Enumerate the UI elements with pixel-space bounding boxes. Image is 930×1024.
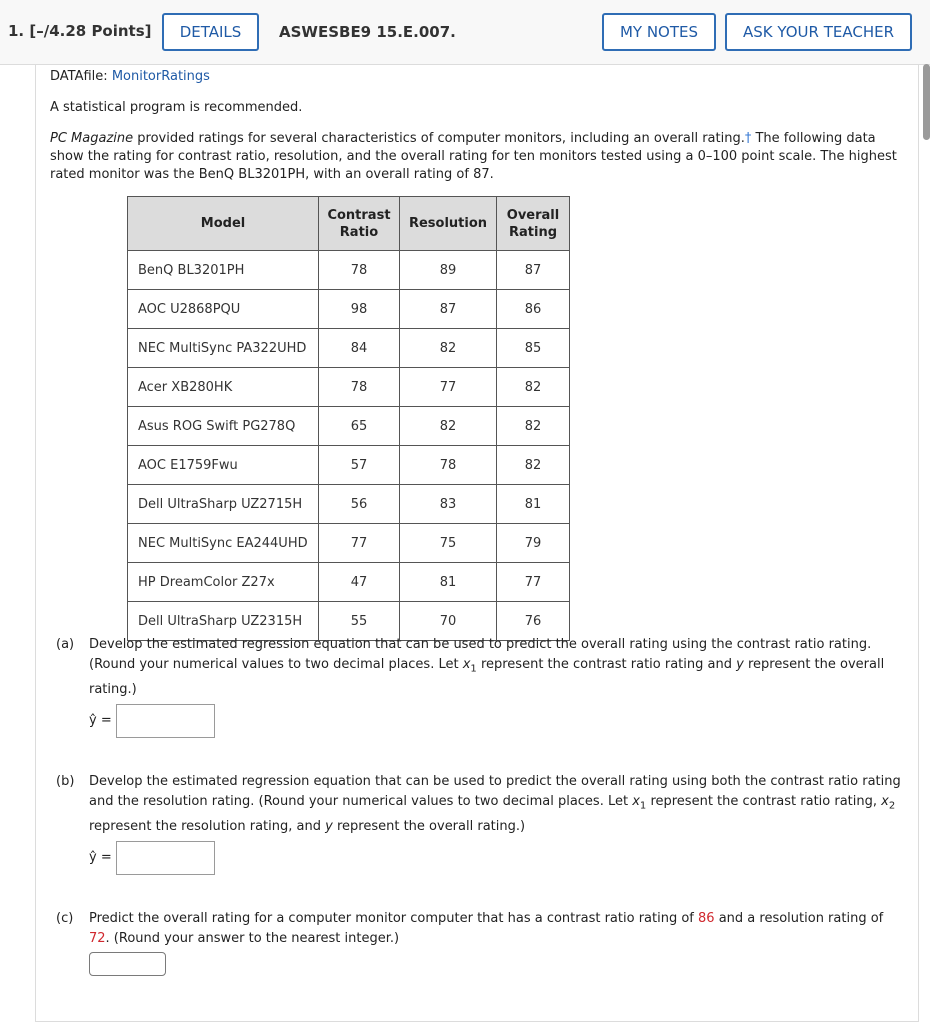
cell-contrast: 56 xyxy=(319,485,400,524)
cell-resolution: 82 xyxy=(400,329,497,368)
part-a-yhat: ŷ = xyxy=(89,713,112,728)
cell-overall: 87 xyxy=(497,251,570,290)
cell-contrast: 98 xyxy=(319,290,400,329)
part-b-label: (b) xyxy=(56,774,75,789)
cell-resolution: 75 xyxy=(400,524,497,563)
cell-model: NEC MultiSync PA322UHD xyxy=(128,329,319,368)
table-row xyxy=(128,329,570,368)
table-row xyxy=(128,446,570,485)
part-b-answer-input[interactable] xyxy=(116,841,215,875)
part-c-text xyxy=(89,909,919,949)
table-row xyxy=(128,290,570,329)
cell-model: NEC MultiSync EA244UHD xyxy=(128,524,319,563)
cell-overall: 82 xyxy=(497,407,570,446)
header-overall: Overall Rating xyxy=(497,197,570,251)
datafile-link[interactable]: MonitorRatings xyxy=(111,69,210,84)
cell-model: Asus ROG Swift PG278Q xyxy=(128,407,319,446)
cell-contrast: 78 xyxy=(319,251,400,290)
cell-resolution: 70 xyxy=(400,602,497,641)
part-a-line2c: represent the overall xyxy=(747,657,885,672)
part-a-label: (a) xyxy=(56,637,75,652)
intro-text-3: show the rating for contrast ratio, resolution, and the overall rating for ten monitors tested using a 0–100 point scale. The highest xyxy=(50,149,897,164)
recommend-text: A statistical program is recommended. xyxy=(50,100,303,115)
part-b-yhat: ŷ = xyxy=(89,850,112,865)
points-text: [–/4.28 Points] xyxy=(29,22,152,40)
sub-1: 1 xyxy=(470,663,477,675)
cell-resolution: 82 xyxy=(400,407,497,446)
header-model: Model xyxy=(128,197,319,251)
cell-overall: 76 xyxy=(497,602,570,641)
question-header xyxy=(0,0,930,65)
monitor-ratings-table xyxy=(127,196,570,641)
table-row xyxy=(128,368,570,407)
table-row xyxy=(128,563,570,602)
var-x: x xyxy=(632,794,640,809)
ask-teacher-button[interactable]: ASK YOUR TEACHER xyxy=(725,13,912,51)
var-x: x xyxy=(462,657,471,672)
magazine-name: PC Magazine xyxy=(50,131,134,146)
var-x: x xyxy=(881,794,889,809)
resolution-value: 72 xyxy=(89,931,106,946)
part-b-text xyxy=(89,772,919,837)
cell-resolution: 87 xyxy=(400,290,497,329)
cell-resolution: 77 xyxy=(400,368,497,407)
part-b-line3 xyxy=(89,817,919,837)
cell-contrast: 57 xyxy=(319,446,400,485)
cell-overall: 82 xyxy=(497,446,570,485)
intro-text-4: rated monitor was the BenQ BL3201PH, with an overall rating of 87. xyxy=(50,167,494,182)
cell-model: HP DreamColor Z27x xyxy=(128,563,319,602)
my-notes-button[interactable]: MY NOTES xyxy=(602,13,716,51)
part-b-line3b: represent the overall rating.) xyxy=(336,818,526,834)
part-c-line1a: Predict the overall rating for a computer monitor computer that has a contrast ratio rating of xyxy=(89,911,694,926)
cell-resolution: 89 xyxy=(400,251,497,290)
sub-2: 2 xyxy=(888,800,896,812)
header-resolution: Resolution xyxy=(400,197,497,251)
part-a-line2b: represent the contrast ratio rating and xyxy=(480,657,732,672)
cell-resolution: 83 xyxy=(400,485,497,524)
cell-model: Dell UltraSharp UZ2715H xyxy=(128,485,319,524)
footnote-dagger[interactable]: † xyxy=(744,131,752,146)
part-a-line3: rating.) xyxy=(89,681,137,697)
part-b-line2 xyxy=(89,792,919,817)
table-row xyxy=(128,485,570,524)
cell-contrast: 77 xyxy=(319,524,400,563)
sub-1: 1 xyxy=(639,800,647,812)
part-c-line1 xyxy=(89,909,919,929)
part-c-line1b: and a resolution rating of xyxy=(718,911,884,926)
table-row xyxy=(128,524,570,563)
table-header-row xyxy=(128,197,570,251)
var-y: y xyxy=(325,818,333,834)
cell-overall: 79 xyxy=(497,524,570,563)
cell-contrast: 78 xyxy=(319,368,400,407)
cell-overall: 77 xyxy=(497,563,570,602)
var-y: y xyxy=(736,657,744,672)
part-c-line2-text: . (Round your answer to the nearest integer.) xyxy=(105,931,400,946)
part-a-line2 xyxy=(89,655,909,680)
cell-overall: 82 xyxy=(497,368,570,407)
question-code: ASWESBE9 15.E.007. xyxy=(279,23,456,41)
cell-overall: 85 xyxy=(497,329,570,368)
part-a-text xyxy=(89,635,909,700)
part-b-line2a: and the resolution rating. (Round your numerical values to two decimal places. Let xyxy=(89,794,629,809)
table-row xyxy=(128,251,570,290)
part-a-answer-input[interactable] xyxy=(116,704,215,738)
details-button[interactable]: DETAILS xyxy=(162,13,259,51)
question-number: 1. xyxy=(8,22,25,40)
cell-model: AOC E1759Fwu xyxy=(128,446,319,485)
part-a-line2a: (Round your numerical values to two decimal places. Let xyxy=(89,657,459,672)
table-row xyxy=(128,407,570,446)
part-a-line1: Develop the estimated regression equation that can be used to predict the overall rating using the contrast ratio rating. xyxy=(89,637,872,652)
cell-contrast: 55 xyxy=(319,602,400,641)
part-b-line1: Develop the estimated regression equation that can be used to predict the overall rating using both the contrast ratio rating xyxy=(89,774,901,789)
question-points xyxy=(8,22,152,40)
intro-text-1: provided ratings for several characteristics of computer monitors, including an overall rating. xyxy=(137,131,745,146)
cell-contrast: 65 xyxy=(319,407,400,446)
header-contrast: Contrast Ratio xyxy=(319,197,400,251)
cell-resolution: 78 xyxy=(400,446,497,485)
cell-overall: 81 xyxy=(497,485,570,524)
scrollbar-thumb[interactable] xyxy=(923,64,930,140)
cell-model: BenQ BL3201PH xyxy=(128,251,319,290)
cell-model: Dell UltraSharp UZ2315H xyxy=(128,602,319,641)
part-c-label: (c) xyxy=(56,911,74,926)
part-c-line2 xyxy=(89,929,919,949)
cell-model: AOC U2868PQU xyxy=(128,290,319,329)
part-b-line2b: represent the contrast ratio rating, xyxy=(650,794,878,809)
part-c-answer-input[interactable] xyxy=(89,952,166,976)
cell-overall: 86 xyxy=(497,290,570,329)
cell-model: Acer XB280HK xyxy=(128,368,319,407)
cell-contrast: 47 xyxy=(319,563,400,602)
cell-contrast: 84 xyxy=(319,329,400,368)
part-b-line3a: represent the resolution rating, and xyxy=(89,818,321,834)
datafile-label: DATAfile: xyxy=(50,69,108,84)
intro-paragraph xyxy=(50,130,910,184)
cell-resolution: 81 xyxy=(400,563,497,602)
datafile-line xyxy=(50,68,210,86)
intro-text-2: The following data xyxy=(755,131,876,146)
contrast-value: 86 xyxy=(698,911,715,926)
